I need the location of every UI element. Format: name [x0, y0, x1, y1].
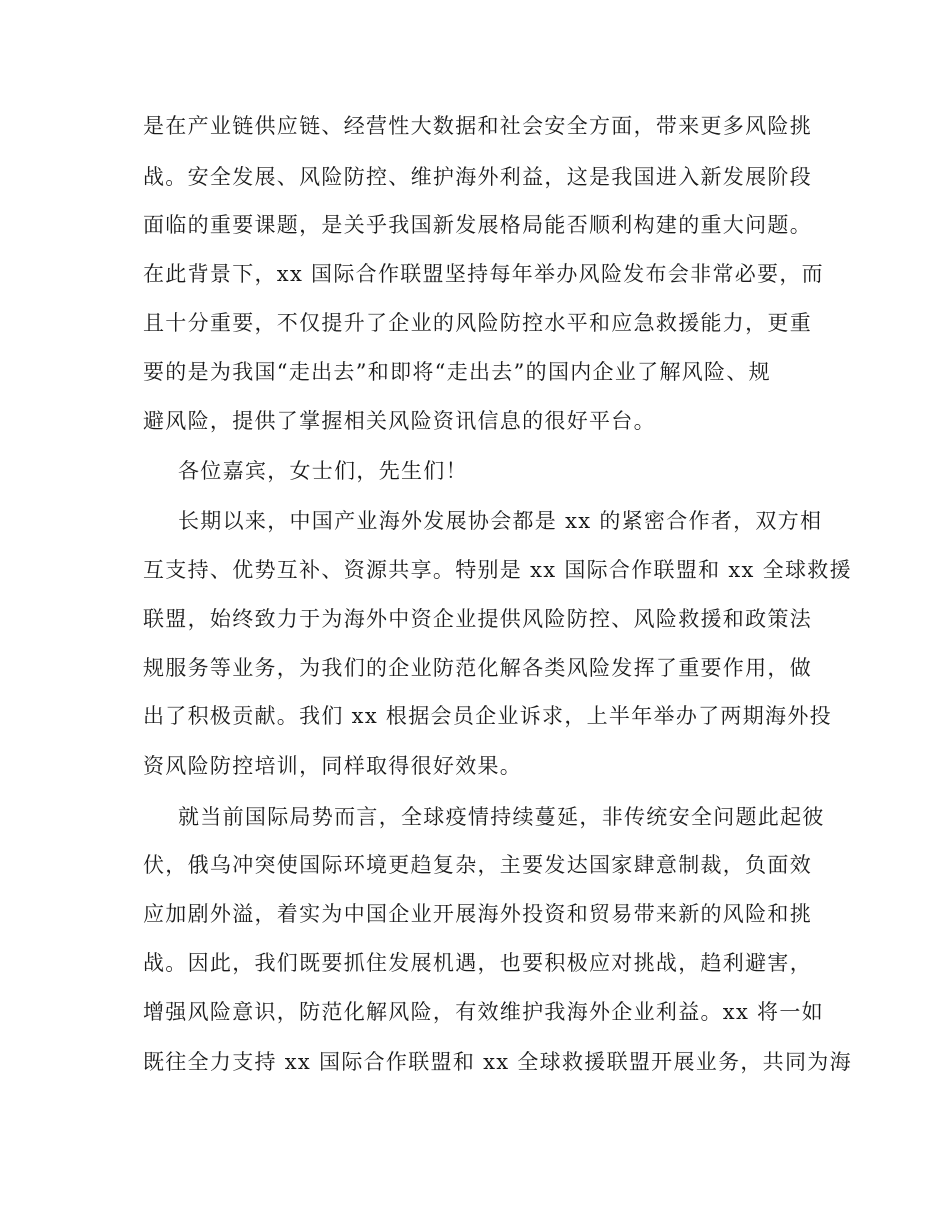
paragraph-2-line-1: 各位嘉宾，女士们，先生们！	[178, 459, 468, 483]
paragraph-4-line-1: 就当前国际局势而言，全球疫情持续蔓延，非传统安全问题此起彼	[178, 805, 825, 829]
paragraph-1-line-3: 面临的重要课题，是关乎我国新发展格局能否顺利构建的重大问题。	[143, 213, 812, 237]
paragraph-3-line-5: 出了积极贡献。我们 xx 根据会员企业诉求，上半年举办了两期海外投	[143, 704, 832, 728]
paragraph-4-line-4: 战。因此，我们既要抓住发展机遇，也要积极应对挑战，趋利避害，	[143, 951, 812, 975]
paragraph-1-line-1: 是在产业链供应链、经营性大数据和社会安全方面，带来更多风险挑	[143, 114, 812, 138]
paragraph-4-line-6: 既往全力支持 xx 国际合作联盟和 xx 全球救援联盟开展业务，共同为海	[143, 1050, 852, 1074]
paragraph-4-line-5: 增强风险意识，防范化解风险，有效维护我海外企业利益。xx 将一如	[143, 1000, 824, 1024]
paragraph-3-line-2: 互支持、优势互补、资源共享。特别是 xx 国际合作联盟和 xx 全球救援	[143, 558, 852, 582]
paragraph-1-line-5: 且十分重要，不仅提升了企业的风险防控水平和应急救援能力，更重	[143, 311, 812, 335]
paragraph-3-line-4: 规服务等业务，为我们的企业防范化解各类风险发挥了重要作用，做	[143, 656, 812, 680]
paragraph-3-line-6: 资风险防控培训，同样取得很好效果。	[143, 754, 523, 778]
paragraph-1-line-4: 在此背景下，xx 国际合作联盟坚持每年举办风险发布会非常必要，而	[143, 262, 824, 286]
paragraph-4-line-2: 伏，俄乌冲突使国际环境更趋复杂，主要发达国家肆意制裁，负面效	[143, 853, 812, 877]
paragraph-1-line-7: 避风险，提供了掌握相关风险资讯信息的很好平台。	[143, 409, 656, 433]
paragraph-1-line-2: 战。安全发展、风险防控、维护海外利益，这是我国进入新发展阶段	[143, 165, 812, 189]
paragraph-3-line-1: 长期以来，中国产业海外发展协会都是 xx 的紧密合作者，双方相	[178, 509, 823, 533]
paragraph-1-line-6: 要的是为我国“走出去”和即将“走出去”的国内企业了解风险、规	[143, 360, 771, 384]
paragraph-3-line-3: 联盟，始终致力于为海外中资企业提供风险防控、风险救援和政策法	[143, 607, 812, 631]
paragraph-4-line-3: 应加剧外溢，着实为中国企业开展海外投资和贸易带来新的风险和挑	[143, 902, 812, 926]
